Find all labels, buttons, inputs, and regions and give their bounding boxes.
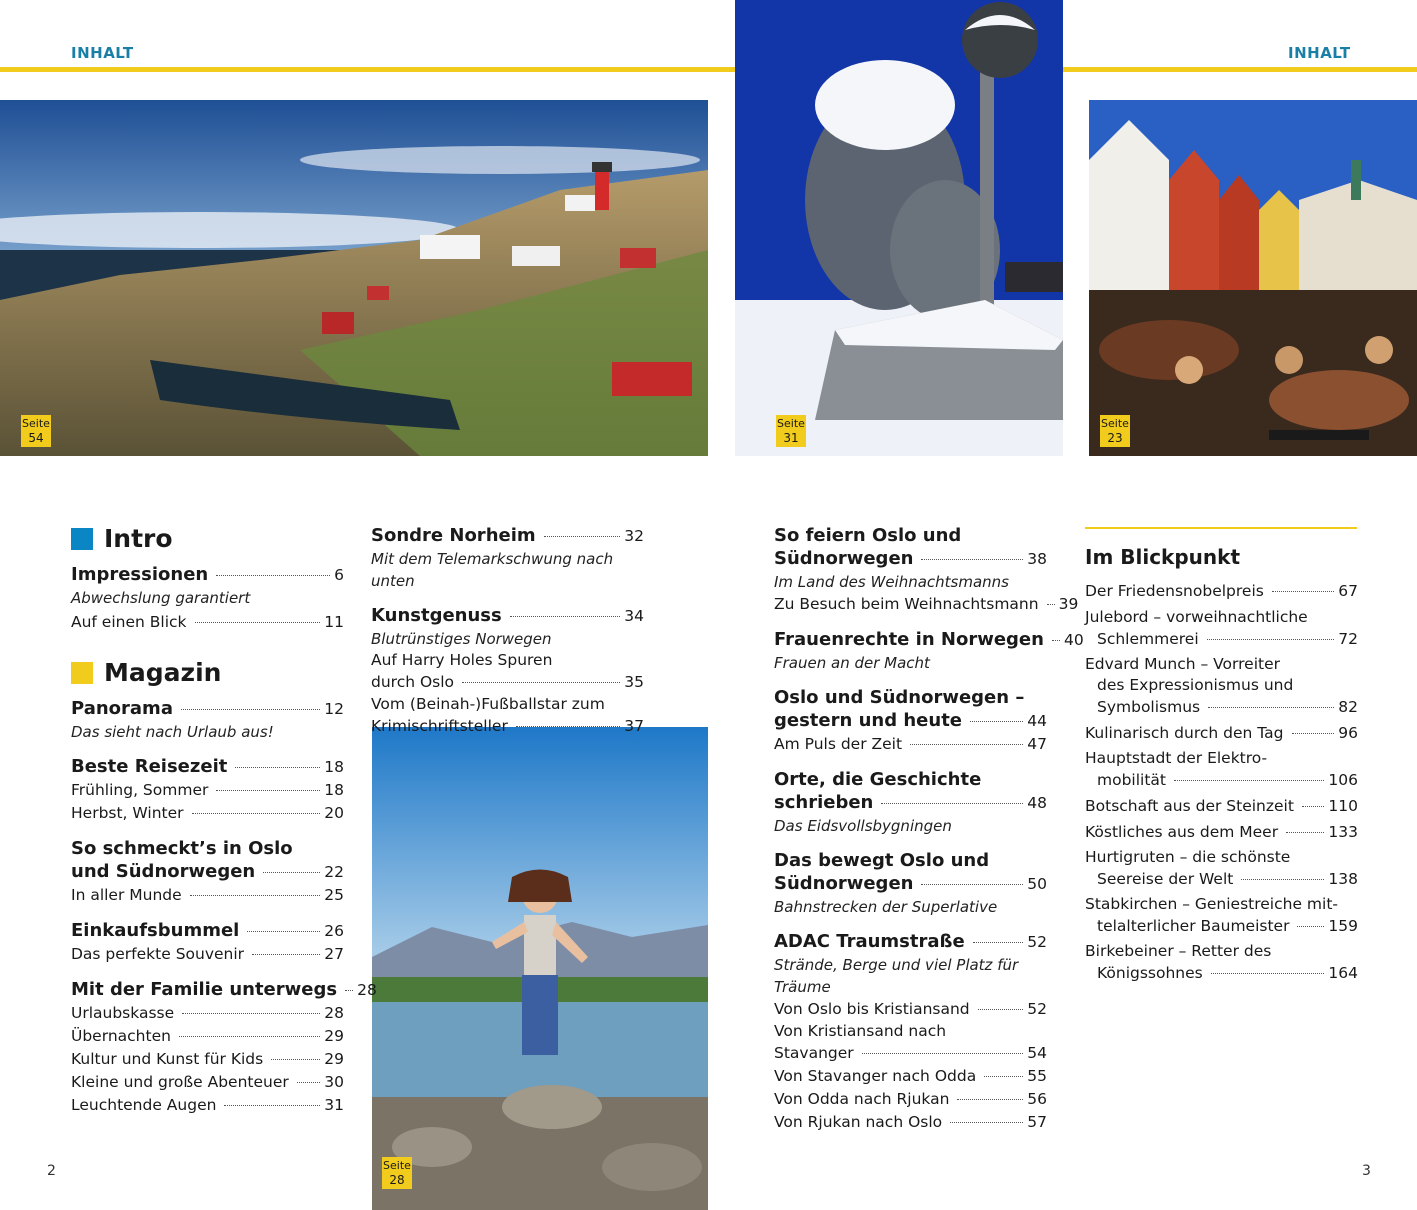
entry-page: 22 [324, 863, 344, 881]
toc-entry-adac[interactable] [774, 930, 1047, 1134]
entry-title: schrieben [774, 792, 874, 813]
blickpunkt-entry-2[interactable] [1085, 607, 1358, 651]
photo-girl-lake [372, 727, 708, 1210]
toc-column-2 [371, 524, 644, 750]
entry-item: Übernachten [71, 1027, 171, 1045]
entry-page: 47 [1027, 735, 1047, 753]
section-magazin [71, 658, 344, 687]
blickpunkt-entry-10[interactable] [1085, 941, 1358, 985]
page-number-left: 2 [47, 1163, 56, 1179]
toc-entry-familie[interactable] [71, 978, 377, 1117]
toc-column-3 [774, 524, 1084, 1146]
blickpunkt-rule [1085, 527, 1357, 529]
entry-item: Urlaubskasse [71, 1004, 175, 1022]
badge-label: Seite [22, 417, 50, 430]
entry-title: So feiern Oslo und [774, 525, 962, 546]
photo-lighthouse-coast [0, 100, 708, 456]
magazin-square-icon [71, 662, 93, 684]
entry-title: Panorama [71, 698, 173, 719]
toc-entry-norheim[interactable] [371, 524, 644, 592]
entry-page: 44 [1027, 712, 1047, 730]
entry-page: 55 [1027, 1067, 1047, 1085]
entry-page: 32 [624, 527, 644, 545]
entry-item: Stavanger [774, 1044, 854, 1062]
entry-item: Von Kristiansand nach [774, 1022, 947, 1040]
entry-title: Birkebeiner – Retter des [1085, 942, 1272, 960]
entry-page: 159 [1328, 917, 1358, 935]
entry-title: des Expressionismus und [1097, 676, 1294, 694]
entry-title: Königssohnes [1097, 964, 1203, 982]
entry-title: und Südnorwegen [71, 861, 256, 882]
entry-title: Der Friedensnobelpreis [1085, 582, 1264, 600]
entry-title: Kunstgenuss [371, 605, 502, 626]
entry-page: 96 [1338, 724, 1358, 742]
entry-page: 29 [324, 1027, 344, 1045]
page-badge-28 [382, 1157, 412, 1189]
entry-title: Einkaufsbummel [71, 920, 240, 941]
entry-title: telalterlicher Baumeister [1097, 917, 1290, 935]
toc-column-4 [1085, 543, 1358, 985]
entry-title: Köstliches aus dem Meer [1085, 823, 1279, 841]
entry-page: 48 [1027, 794, 1047, 812]
entry-title: Edvard Munch – Vorreiter [1085, 655, 1280, 673]
entry-page: 110 [1328, 797, 1358, 815]
blickpunkt-title: Im Blickpunkt [1085, 545, 1241, 569]
entry-title: Hauptstadt der Elektro- [1085, 749, 1268, 767]
blickpunkt-entry-7[interactable] [1085, 821, 1358, 844]
entry-page: 18 [324, 781, 344, 799]
entry-title: Sondre Norheim [371, 525, 536, 546]
entry-title: Frauenrechte in Norwegen [774, 629, 1044, 650]
entry-title: Symbolismus [1097, 698, 1201, 716]
entry-page: 18 [324, 758, 344, 776]
entry-page: 39 [1058, 595, 1079, 613]
toc-entry-einkauf[interactable] [71, 919, 344, 966]
entry-page: 30 [324, 1073, 344, 1091]
entry-title: So schmeckt’s in Oslo [71, 838, 293, 859]
entry-item: Kultur und Kunst für Kids [71, 1050, 264, 1068]
entry-page: 6 [334, 566, 344, 584]
toc-entry-bewegt[interactable] [774, 849, 1047, 918]
entry-subtitle: Bahnstrecken der Superlative [774, 898, 998, 916]
entry-page: 27 [324, 945, 344, 963]
entry-item: Von Rjukan nach Oslo [774, 1113, 943, 1131]
header-left: INHALT [71, 44, 134, 62]
section-title: Magazin [104, 658, 222, 687]
toc-entry-frauenrechte[interactable] [774, 628, 1084, 674]
entry-page: 72 [1338, 630, 1358, 648]
entry-page: 133 [1328, 823, 1358, 841]
entry-page: 40 [1063, 631, 1084, 649]
entry-item: Herbst, Winter [71, 804, 184, 822]
entry-item: Krimischriftsteller [371, 717, 508, 735]
entry-title: Auf einen Blick [71, 613, 187, 631]
blickpunkt-entry-3[interactable] [1085, 654, 1358, 719]
entry-page: 31 [324, 1096, 344, 1114]
entry-title: Mit der Familie unterwegs [71, 979, 338, 1000]
toc-entry-feiern[interactable] [774, 524, 1079, 616]
entry-item: Von Odda nach Rjukan [774, 1090, 950, 1108]
entry-page: 12 [324, 700, 344, 718]
header-rule-right [1063, 67, 1417, 72]
entry-item: Zu Besuch beim Weihnachtsmann [774, 595, 1039, 613]
toc-entry-reisezeit[interactable] [71, 755, 344, 825]
header-rule-left [0, 67, 735, 72]
intro-square-icon [71, 528, 93, 550]
blickpunkt-entry-4[interactable] [1085, 722, 1358, 745]
toc-entry-panorama[interactable] [71, 697, 344, 743]
header-right: INHALT [1288, 44, 1351, 62]
entry-page: 35 [624, 673, 644, 691]
page-badge-31 [776, 415, 806, 447]
entry-title: Schlemmerei [1097, 630, 1199, 648]
toc-entry-schmeckt[interactable] [71, 837, 344, 907]
badge-page: 28 [389, 1173, 405, 1187]
entry-item: Leuchtende Augen [71, 1096, 217, 1114]
section-intro [71, 524, 344, 553]
entry-item: Von Oslo bis Kristiansand [774, 1000, 970, 1018]
entry-title: mobilität [1097, 771, 1166, 789]
entry-title: Das bewegt Oslo und [774, 850, 990, 871]
entry-subtitle: Im Land des Weihnachtsmanns [774, 573, 1009, 591]
page-badge-23 [1100, 415, 1130, 447]
entry-title: Impressionen [71, 564, 209, 585]
entry-title: Stabkirchen – Geniestreiche mit- [1085, 895, 1339, 913]
entry-subtitle: Mit dem Telemarkschwung nach unten [371, 550, 614, 590]
entry-page: 106 [1328, 771, 1358, 789]
entry-subtitle: Das sieht nach Urlaub aus! [71, 723, 274, 741]
entry-item: Auf Harry Holes Spuren [371, 651, 553, 669]
blickpunkt-entry-1[interactable] [1085, 580, 1358, 603]
badge-page: 31 [783, 431, 799, 445]
page-number-right: 3 [1362, 1163, 1371, 1179]
entry-page: 52 [1027, 1000, 1047, 1018]
badge-label: Seite [1101, 417, 1129, 430]
entry-page: 28 [357, 981, 377, 999]
entry-subtitle: Abwechslung garantiert [71, 589, 251, 607]
entry-title: Seereise der Welt [1097, 870, 1234, 888]
entry-page: 67 [1338, 582, 1358, 600]
photo-bryggen-cafe [1089, 100, 1417, 456]
entry-subtitle: Blutrünstiges Norwegen [371, 630, 552, 648]
bryggen-cafe-image [1089, 100, 1417, 456]
entry-title: Julebord – vorweihnachtliche [1085, 608, 1308, 626]
toc-entry-impressionen[interactable] [71, 563, 344, 634]
toc-entry-orte[interactable] [774, 768, 1047, 837]
toc-column-1 [71, 524, 377, 1129]
entry-page: 28 [324, 1004, 344, 1022]
entry-page: 11 [324, 613, 344, 631]
blickpunkt-entry-9[interactable] [1085, 894, 1358, 938]
entry-page: 26 [324, 922, 344, 940]
entry-page: 57 [1027, 1113, 1047, 1131]
entry-page: 37 [624, 717, 644, 735]
entry-subtitle: Das Eidsvollsbygningen [774, 817, 952, 835]
entry-title: Südnorwegen [774, 873, 914, 894]
entry-item: Frühling, Sommer [71, 781, 209, 799]
entry-page: 25 [324, 886, 344, 904]
blickpunkt-entry-6[interactable] [1085, 795, 1358, 818]
entry-title: Orte, die Geschichte [774, 769, 982, 790]
entry-subtitle: Frauen an der Macht [774, 654, 930, 672]
entry-subtitle: Strände, Berge und viel Platz für Träume [774, 956, 1019, 996]
entry-title: Oslo und Südnorwegen – [774, 687, 1025, 708]
entry-item: Vom (Beinah-)Fußballstar zum [371, 695, 605, 713]
toc-entry-gestern-heute[interactable] [774, 686, 1047, 756]
blickpunkt-entry-8[interactable] [1085, 847, 1358, 891]
entry-title: ADAC Traumstraße [774, 931, 965, 952]
lighthouse-coast-image [0, 100, 708, 456]
blickpunkt-entry-5[interactable] [1085, 748, 1358, 792]
entry-title: Beste Reisezeit [71, 756, 228, 777]
entry-page: 38 [1027, 550, 1047, 568]
girl-lake-image [372, 727, 708, 1210]
entry-page: 138 [1328, 870, 1358, 888]
badge-label: Seite [383, 1159, 411, 1172]
photo-troll-statue [735, 0, 1063, 456]
entry-page: 29 [324, 1050, 344, 1068]
entry-item: In aller Munde [71, 886, 182, 904]
troll-statue-image [735, 0, 1063, 456]
entry-item: Das perfekte Souvenir [71, 945, 245, 963]
entry-page: 164 [1328, 964, 1358, 982]
badge-page: 54 [28, 431, 44, 445]
entry-item: Von Stavanger nach Odda [774, 1067, 977, 1085]
badge-label: Seite [777, 417, 805, 430]
entry-title: Botschaft aus der Steinzeit [1085, 797, 1294, 815]
entry-item: Am Puls der Zeit [774, 735, 903, 753]
section-title: Intro [104, 524, 173, 553]
entry-item: Kleine und große Abenteuer [71, 1073, 289, 1091]
page-badge-54 [21, 415, 51, 447]
entry-title: Hurtigruten – die schönste [1085, 848, 1291, 866]
badge-page: 23 [1107, 431, 1123, 445]
entry-title: gestern und heute [774, 710, 963, 731]
entry-title: Kulinarisch durch den Tag [1085, 724, 1284, 742]
entry-page: 50 [1027, 875, 1047, 893]
entry-page: 56 [1027, 1090, 1047, 1108]
entry-page: 54 [1027, 1044, 1047, 1062]
entry-page: 34 [624, 607, 644, 625]
entry-title: Südnorwegen [774, 548, 914, 569]
toc-entry-kunstgenuss[interactable] [371, 604, 644, 738]
entry-page: 52 [1027, 933, 1047, 951]
entry-page: 82 [1338, 698, 1358, 716]
entry-item: durch Oslo [371, 673, 455, 691]
entry-page: 20 [324, 804, 344, 822]
